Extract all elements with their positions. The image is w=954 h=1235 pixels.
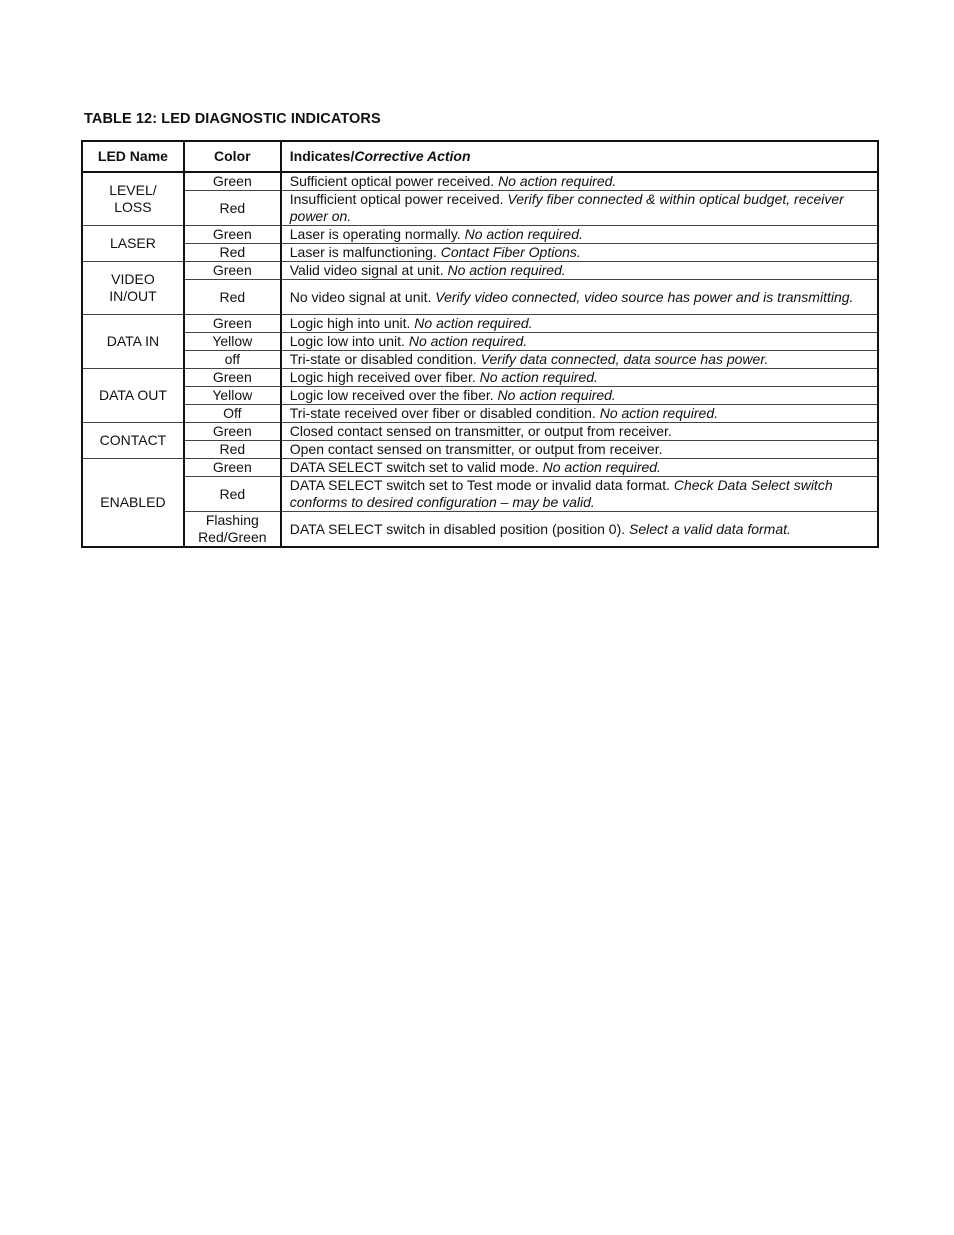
- color-cell: Green: [184, 226, 281, 244]
- table-row: [82, 459, 878, 477]
- table-row: [82, 387, 878, 405]
- color-cell: Green: [184, 315, 281, 333]
- corrective-action-text: Verify video connected, video source has power and is transmitting.: [435, 288, 854, 305]
- table-row: [82, 441, 878, 459]
- indication-cell: [281, 369, 878, 387]
- indication-cell: [281, 405, 878, 423]
- color-cell: Off: [184, 405, 281, 423]
- led-name-cell: CONTACT: [82, 423, 184, 459]
- indication-text: Logic low received over the fiber.: [289, 387, 498, 403]
- indication-cell: [281, 244, 878, 262]
- corrective-action-text: No action required.: [414, 315, 533, 331]
- indication-cell: [281, 423, 878, 441]
- indication-text: Laser is malfunctioning.: [289, 244, 441, 260]
- corrective-action-text: No action required.: [542, 459, 661, 475]
- color-cell: Flashing Red/Green: [184, 512, 281, 548]
- led-name-cell: LEVEL/ LOSS: [82, 172, 184, 226]
- indication-text: Insufficient optical power received.: [289, 191, 508, 207]
- corrective-action-text: Contact Fiber Options.: [440, 244, 581, 260]
- table-row: [82, 369, 878, 387]
- indication-cell: [281, 315, 878, 333]
- table-row: [82, 351, 878, 369]
- corrective-action-text: No action required.: [408, 333, 528, 349]
- indication-text: Tri-state or disabled condition.: [289, 351, 481, 367]
- led-name-cell: DATA OUT: [82, 369, 184, 423]
- corrective-action-text: Verify fiber connected & within optical budget, receiver power on.: [289, 191, 844, 224]
- indication-text: No video signal at unit.: [289, 288, 436, 305]
- indication-cell: [281, 191, 878, 226]
- color-cell: Green: [184, 423, 281, 441]
- indication-cell: [281, 459, 878, 477]
- color-cell: off: [184, 351, 281, 369]
- corrective-action-text: No action required.: [447, 262, 566, 278]
- table-row: [82, 262, 878, 280]
- corrective-action-text: No action required.: [497, 387, 616, 403]
- led-name-cell: LASER: [82, 226, 184, 262]
- table-row: [82, 244, 878, 262]
- indication-text: Laser is operating normally.: [289, 226, 465, 242]
- color-cell: Red: [184, 477, 281, 512]
- color-cell: Green: [184, 172, 281, 191]
- table-row: [82, 423, 878, 441]
- header-corrective-action-label: Corrective Action: [354, 148, 471, 164]
- indication-text: Valid video signal at unit.: [289, 262, 448, 278]
- indication-text: Logic high into unit.: [289, 315, 415, 331]
- indication-cell: [281, 441, 878, 459]
- header-row: [82, 141, 878, 172]
- led-name-cell: ENABLED: [82, 459, 184, 548]
- indication-cell: [281, 226, 878, 244]
- table-row: [82, 191, 878, 226]
- color-cell: Green: [184, 369, 281, 387]
- header-indicates: [281, 141, 878, 172]
- corrective-action-text: Select a valid data format.: [629, 520, 791, 537]
- table-row: [82, 226, 878, 244]
- indication-cell: [281, 172, 878, 191]
- indication-text: Open contact sensed on transmitter, or output from receiver.: [289, 441, 663, 457]
- indication-text: Closed contact sensed on transmitter, or output from receiver.: [289, 423, 672, 439]
- color-cell: Yellow: [184, 333, 281, 351]
- indication-cell: [281, 477, 878, 512]
- table-row: [82, 315, 878, 333]
- led-name-cell: VIDEO IN/OUT: [82, 262, 184, 315]
- corrective-action-text: Verify data connected, data source has power.: [480, 351, 769, 367]
- indication-text: DATA SELECT switch in disabled position (position 0).: [289, 520, 630, 537]
- indication-cell: [281, 512, 878, 548]
- indication-cell: [281, 262, 878, 280]
- color-cell: Green: [184, 459, 281, 477]
- corrective-action-text: No action required.: [479, 369, 598, 385]
- color-cell: Red: [184, 280, 281, 315]
- indication-cell: [281, 333, 878, 351]
- indication-text: Tri-state received over fiber or disabled condition.: [289, 405, 600, 421]
- table-row: [82, 172, 878, 191]
- corrective-action-text: No action required.: [464, 226, 583, 242]
- color-cell: Yellow: [184, 387, 281, 405]
- corrective-action-text: No action required.: [599, 405, 719, 421]
- indication-text: Logic high received over fiber.: [289, 369, 480, 385]
- table-row: [82, 512, 878, 548]
- indication-cell: [281, 387, 878, 405]
- header-color: Color: [184, 141, 281, 172]
- table-row: [82, 477, 878, 512]
- color-cell: Green: [184, 262, 281, 280]
- table-caption: TABLE 12: LED DIAGNOSTIC INDICATORS: [84, 111, 381, 127]
- indication-cell: [281, 351, 878, 369]
- color-cell: Red: [184, 191, 281, 226]
- corrective-action-text: No action required.: [498, 173, 617, 189]
- color-cell: Red: [184, 244, 281, 262]
- led-diagnostic-table: [81, 140, 879, 548]
- table-row: [82, 405, 878, 423]
- indication-text: Logic low into unit.: [289, 333, 409, 349]
- indication-text: DATA SELECT switch set to Test mode or invalid data format.: [289, 477, 674, 493]
- indication-cell: [281, 280, 878, 315]
- table-row: [82, 280, 878, 315]
- indication-text: DATA SELECT switch set to valid mode.: [289, 459, 543, 475]
- indication-text: Sufficient optical power received.: [289, 173, 499, 189]
- led-name-cell: DATA IN: [82, 315, 184, 369]
- header-led-name: LED Name: [82, 141, 184, 172]
- header-indicates-label: Indicates/: [289, 148, 355, 164]
- table-row: [82, 333, 878, 351]
- color-cell: Red: [184, 441, 281, 459]
- corrective-action-text: Check Data Select switch conforms to desired configuration – may be valid.: [289, 477, 833, 510]
